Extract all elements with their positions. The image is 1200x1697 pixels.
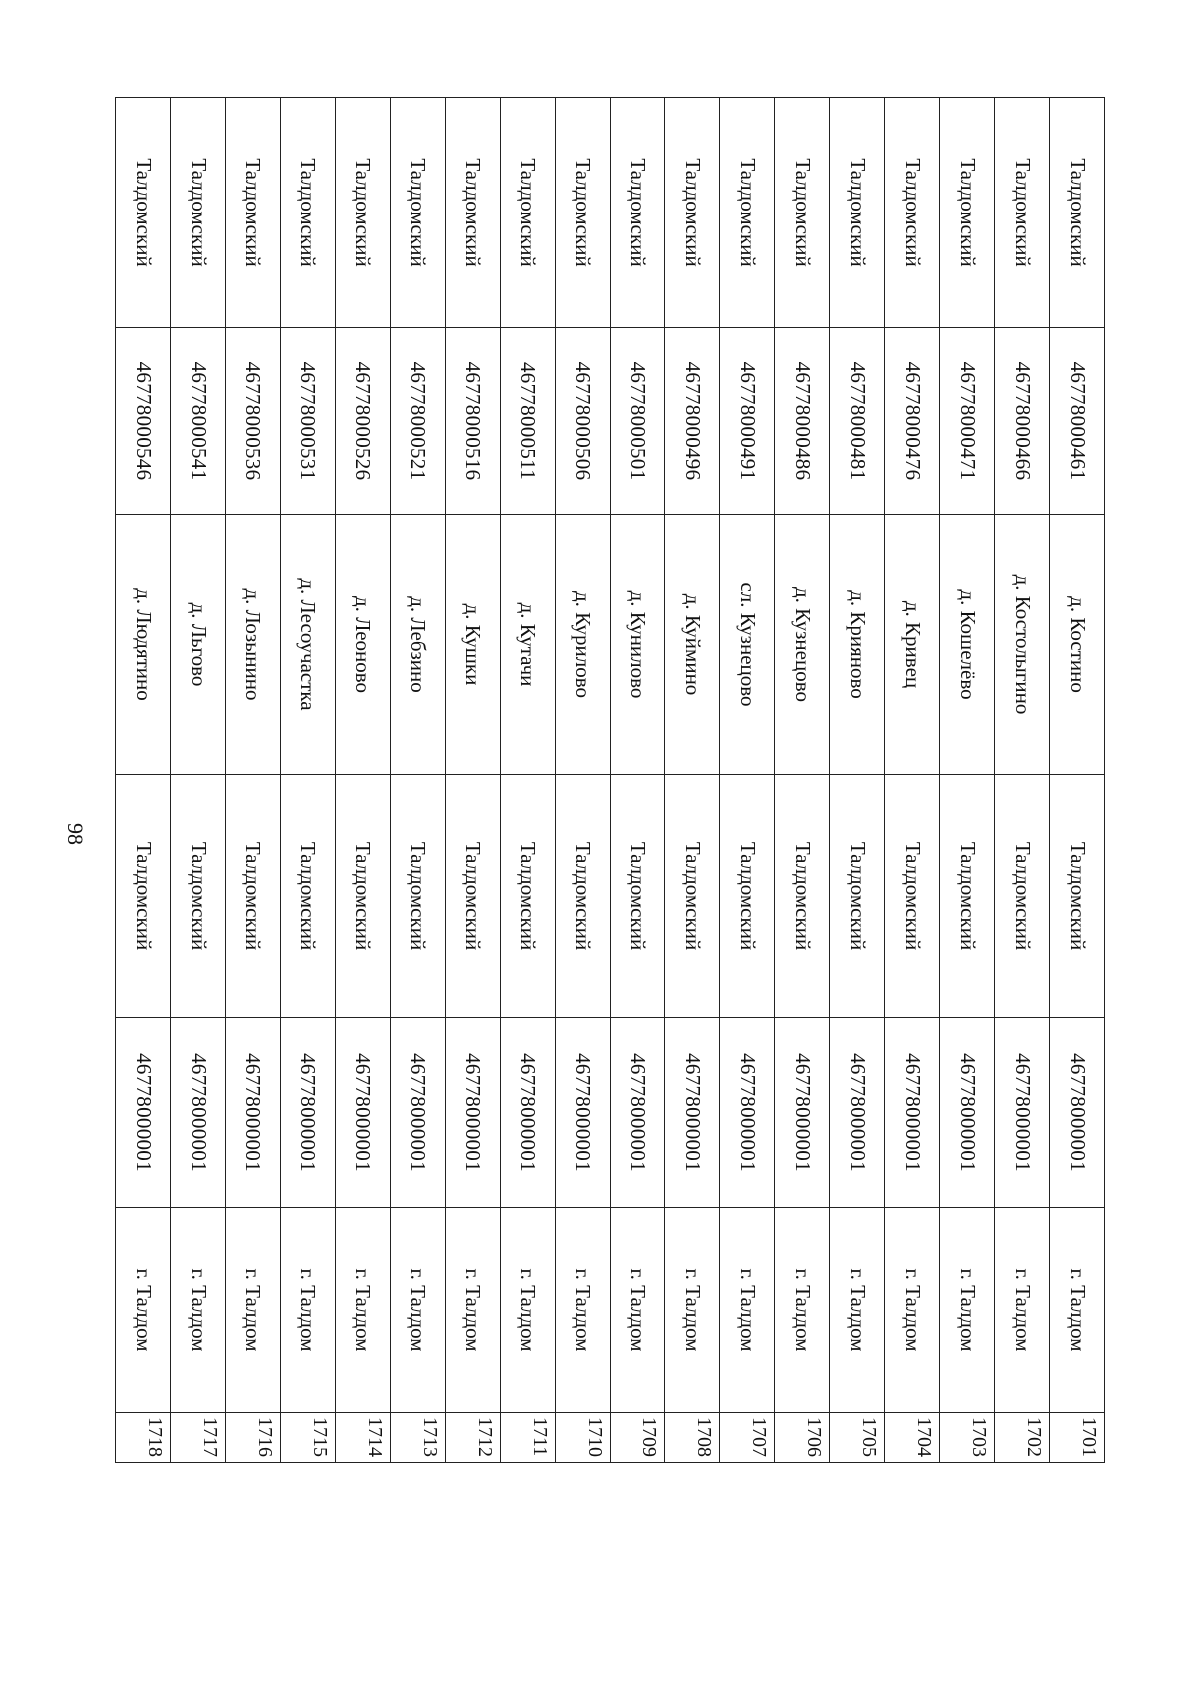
- cell-oktmo-code-1: 46778000001: [280, 1018, 335, 1208]
- cell-district-1: Талдомский: [555, 775, 610, 1018]
- cell-settlement: д. Кошелёво: [940, 515, 995, 775]
- table-row: [995, 98, 1050, 1463]
- cell-settlement: д. Людятино: [116, 515, 171, 775]
- table-row: [335, 98, 390, 1463]
- cell-district-1: Талдомский: [335, 775, 390, 1018]
- cell-oktmo-code-2: 46778000501: [610, 328, 665, 515]
- cell-row-number: 1710: [555, 1413, 610, 1463]
- table-body: [116, 98, 1105, 1463]
- cell-oktmo-code-1: 46778000001: [940, 1018, 995, 1208]
- rotated-table-container: [115, 97, 1105, 1462]
- cell-district-2: Талдомский: [995, 98, 1050, 328]
- cell-city: г. Талдом: [445, 1208, 500, 1413]
- cell-district-1: Талдомский: [390, 775, 445, 1018]
- cell-row-number: 1704: [885, 1413, 940, 1463]
- cell-district-2: Талдомский: [226, 98, 281, 328]
- cell-city: г. Талдом: [335, 1208, 390, 1413]
- cell-oktmo-code-2: 46778000486: [775, 328, 830, 515]
- cell-city: г. Талдом: [610, 1208, 665, 1413]
- cell-oktmo-code-2: 46778000496: [665, 328, 720, 515]
- cell-oktmo-code-1: 46778000001: [665, 1018, 720, 1208]
- cell-oktmo-code-1: 46778000001: [116, 1018, 171, 1208]
- cell-oktmo-code-2: 46778000531: [280, 328, 335, 515]
- cell-district-1: Талдомский: [830, 775, 885, 1018]
- cell-row-number: 1708: [665, 1413, 720, 1463]
- cell-city: г. Талдом: [720, 1208, 775, 1413]
- cell-district-1: Талдомский: [280, 775, 335, 1018]
- cell-district-2: Талдомский: [555, 98, 610, 328]
- cell-district-1: Талдомский: [995, 775, 1050, 1018]
- cell-settlement: д. Кунилово: [610, 515, 665, 775]
- table-row: [390, 98, 445, 1463]
- cell-city: г. Талдом: [555, 1208, 610, 1413]
- cell-oktmo-code-2: 46778000471: [940, 328, 995, 515]
- cell-city: г. Талдом: [995, 1208, 1050, 1413]
- cell-district-2: Талдомский: [335, 98, 390, 328]
- cell-district-2: Талдомский: [775, 98, 830, 328]
- cell-settlement: д. Кутачи: [500, 515, 555, 775]
- cell-oktmo-code-2: 46778000511: [500, 328, 555, 515]
- cell-settlement: д. Костино: [1050, 515, 1105, 775]
- table-row: [555, 98, 610, 1463]
- cell-city: г. Талдом: [171, 1208, 226, 1413]
- cell-oktmo-code-1: 46778000001: [885, 1018, 940, 1208]
- table-row: [940, 98, 995, 1463]
- cell-oktmo-code-2: 46778000461: [1050, 328, 1105, 515]
- cell-city: г. Талдом: [1050, 1208, 1105, 1413]
- cell-oktmo-code-2: 46778000466: [995, 328, 1050, 515]
- cell-city: г. Талдом: [775, 1208, 830, 1413]
- cell-district-2: Талдомский: [940, 98, 995, 328]
- cell-oktmo-code-1: 46778000001: [555, 1018, 610, 1208]
- settlements-table: [115, 97, 1105, 1463]
- cell-city: г. Талдом: [280, 1208, 335, 1413]
- cell-row-number: 1705: [830, 1413, 885, 1463]
- cell-district-1: Талдомский: [775, 775, 830, 1018]
- cell-row-number: 1701: [1050, 1413, 1105, 1463]
- cell-settlement: д. Льгово: [171, 515, 226, 775]
- cell-district-1: Талдомский: [226, 775, 281, 1018]
- cell-oktmo-code-2: 46778000546: [116, 328, 171, 515]
- cell-settlement: д. Леоново: [335, 515, 390, 775]
- page-number: 98: [63, 823, 88, 845]
- cell-oktmo-code-2: 46778000536: [226, 328, 281, 515]
- cell-settlement: д. Лесоучастка: [280, 515, 335, 775]
- cell-district-2: Талдомский: [445, 98, 500, 328]
- cell-oktmo-code-1: 46778000001: [775, 1018, 830, 1208]
- cell-settlement: д. Лозынино: [226, 515, 281, 775]
- cell-district-1: Талдомский: [500, 775, 555, 1018]
- cell-oktmo-code-1: 46778000001: [335, 1018, 390, 1208]
- cell-oktmo-code-2: 46778000521: [390, 328, 445, 515]
- cell-oktmo-code-2: 46778000516: [445, 328, 500, 515]
- cell-oktmo-code-1: 46778000001: [171, 1018, 226, 1208]
- cell-oktmo-code-1: 46778000001: [1050, 1018, 1105, 1208]
- cell-row-number: 1714: [335, 1413, 390, 1463]
- table-row: [885, 98, 940, 1463]
- cell-district-2: Талдомский: [1050, 98, 1105, 328]
- cell-row-number: 1706: [775, 1413, 830, 1463]
- cell-settlement: д. Курилово: [555, 515, 610, 775]
- cell-city: г. Талдом: [390, 1208, 445, 1413]
- cell-settlement: д. Кушки: [445, 515, 500, 775]
- cell-district-1: Талдомский: [445, 775, 500, 1018]
- table-row: [280, 98, 335, 1463]
- cell-district-2: Талдомский: [830, 98, 885, 328]
- cell-district-2: Талдомский: [610, 98, 665, 328]
- cell-district-2: Талдомский: [885, 98, 940, 328]
- cell-settlement: д. Кривец: [885, 515, 940, 775]
- table-row: [445, 98, 500, 1463]
- cell-oktmo-code-2: 46778000526: [335, 328, 390, 515]
- cell-row-number: 1707: [720, 1413, 775, 1463]
- cell-oktmo-code-1: 46778000001: [500, 1018, 555, 1208]
- cell-row-number: 1711: [500, 1413, 555, 1463]
- cell-city: г. Талдом: [665, 1208, 720, 1413]
- cell-city: г. Талдом: [885, 1208, 940, 1413]
- table-row: [610, 98, 665, 1463]
- cell-settlement: д. Куймино: [665, 515, 720, 775]
- table-row: [665, 98, 720, 1463]
- cell-city: г. Талдом: [940, 1208, 995, 1413]
- cell-district-2: Талдомский: [390, 98, 445, 328]
- table-row: [775, 98, 830, 1463]
- cell-district-2: Талдомский: [116, 98, 171, 328]
- cell-row-number: 1716: [226, 1413, 281, 1463]
- cell-district-1: Талдомский: [116, 775, 171, 1018]
- table-row: [226, 98, 281, 1463]
- cell-settlement: сл. Кузнецово: [720, 515, 775, 775]
- cell-city: г. Талдом: [830, 1208, 885, 1413]
- cell-row-number: 1718: [116, 1413, 171, 1463]
- table-row: [500, 98, 555, 1463]
- cell-row-number: 1712: [445, 1413, 500, 1463]
- cell-district-1: Талдомский: [610, 775, 665, 1018]
- cell-oktmo-code-1: 46778000001: [830, 1018, 885, 1208]
- cell-city: г. Талдом: [116, 1208, 171, 1413]
- cell-row-number: 1713: [390, 1413, 445, 1463]
- cell-oktmo-code-1: 46778000001: [445, 1018, 500, 1208]
- cell-district-1: Талдомский: [940, 775, 995, 1018]
- cell-settlement: д. Кузнецово: [775, 515, 830, 775]
- cell-oktmo-code-2: 46778000481: [830, 328, 885, 515]
- cell-row-number: 1709: [610, 1413, 665, 1463]
- cell-row-number: 1702: [995, 1413, 1050, 1463]
- cell-settlement: д. Лебзино: [390, 515, 445, 775]
- cell-oktmo-code-1: 46778000001: [610, 1018, 665, 1208]
- table-row: [116, 98, 171, 1463]
- table-row: [171, 98, 226, 1463]
- table-row: [830, 98, 885, 1463]
- table-row: [720, 98, 775, 1463]
- cell-district-2: Талдомский: [280, 98, 335, 328]
- cell-district-1: Талдомский: [665, 775, 720, 1018]
- cell-district-2: Талдомский: [720, 98, 775, 328]
- cell-district-1: Талдомский: [171, 775, 226, 1018]
- cell-oktmo-code-1: 46778000001: [995, 1018, 1050, 1208]
- cell-row-number: 1703: [940, 1413, 995, 1463]
- cell-district-1: Талдомский: [885, 775, 940, 1018]
- table-row: [1050, 98, 1105, 1463]
- cell-district-2: Талдомский: [171, 98, 226, 328]
- cell-row-number: 1715: [280, 1413, 335, 1463]
- cell-oktmo-code-2: 46778000541: [171, 328, 226, 515]
- cell-district-1: Талдомский: [720, 775, 775, 1018]
- cell-settlement: д. Костолыгино: [995, 515, 1050, 775]
- cell-oktmo-code-1: 46778000001: [390, 1018, 445, 1208]
- cell-oktmo-code-1: 46778000001: [720, 1018, 775, 1208]
- cell-city: г. Талдом: [500, 1208, 555, 1413]
- cell-oktmo-code-2: 46778000491: [720, 328, 775, 515]
- cell-oktmo-code-2: 46778000506: [555, 328, 610, 515]
- cell-city: г. Талдом: [226, 1208, 281, 1413]
- cell-district-2: Талдомский: [665, 98, 720, 328]
- cell-district-2: Талдомский: [500, 98, 555, 328]
- cell-row-number: 1717: [171, 1413, 226, 1463]
- cell-district-1: Талдомский: [1050, 775, 1105, 1018]
- cell-oktmo-code-1: 46778000001: [226, 1018, 281, 1208]
- cell-settlement: д. Крияново: [830, 515, 885, 775]
- cell-oktmo-code-2: 46778000476: [885, 328, 940, 515]
